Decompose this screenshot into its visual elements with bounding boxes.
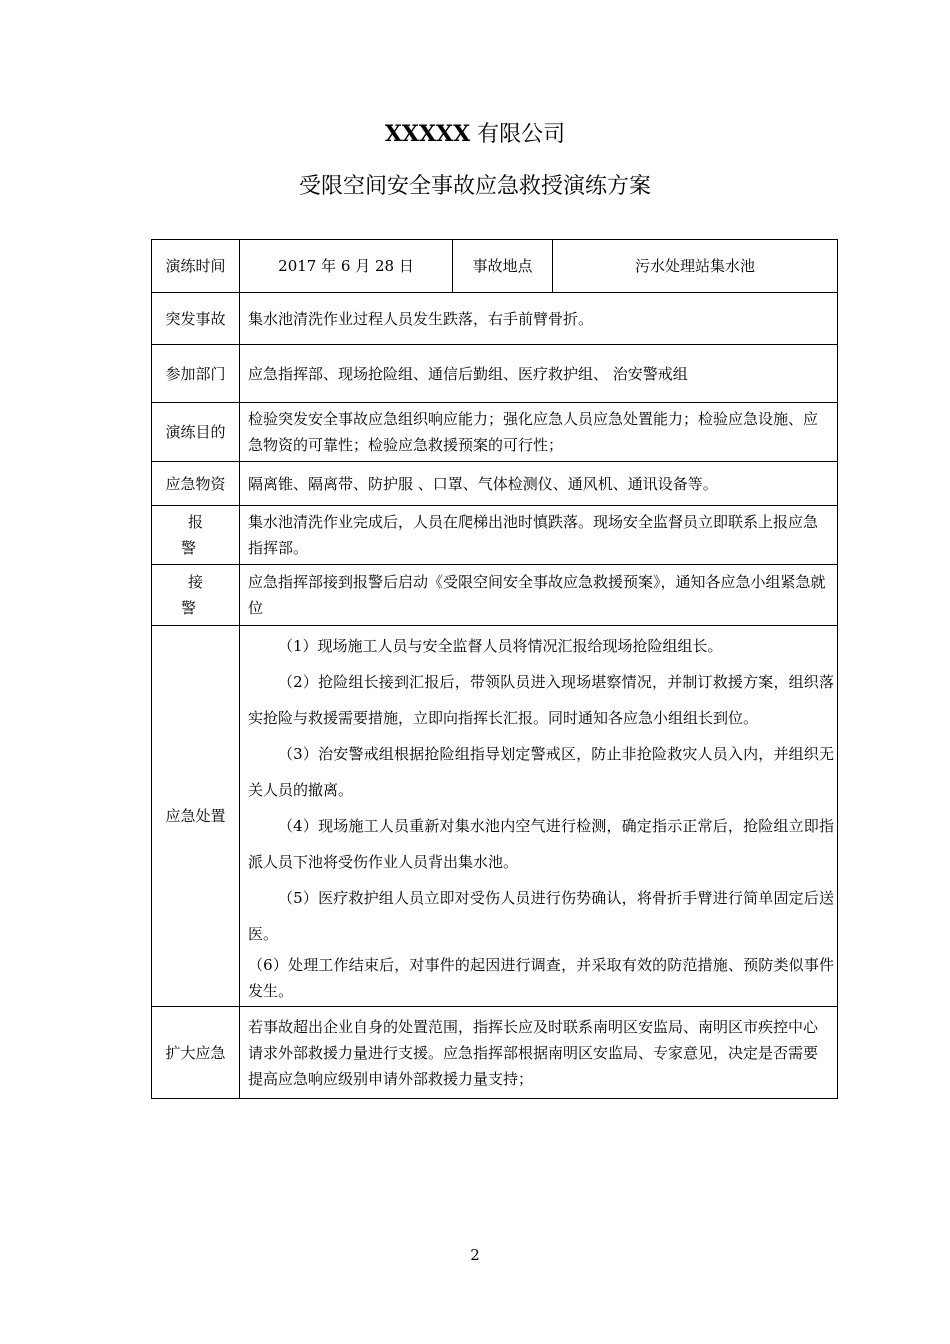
table-row-supplies [152, 462, 838, 506]
response-step-3: （3）治安警戒组根据抢险组指导划定警戒区，防止非抢险救灾人员入内，并组织无关人员的撤离。 [248, 745, 834, 799]
document-title: 受限空间安全事故应急救授演练方案 [298, 174, 651, 199]
label-accident-place: 事故地点 [453, 240, 553, 293]
value-drill-time: 2017 年 6 月 28 日 [240, 240, 453, 293]
company-name-rest: 有限公司 [477, 122, 566, 147]
table-row-receive [152, 565, 838, 626]
drill-plan-table [151, 239, 838, 1099]
page-number: 2 [470, 1246, 480, 1264]
table-row-time [152, 240, 838, 293]
value-purpose: 检验突发安全事故应急组织响应能力；强化应急人员应急处置能力；检验应急设施、应急物资的可靠性；检验应急救援预案的可行性； [240, 403, 838, 462]
table-row-response [152, 626, 838, 1007]
label-purpose: 演练目的 [152, 403, 240, 462]
table-row-expand [152, 1007, 838, 1099]
label-drill-time: 演练时间 [152, 240, 240, 293]
response-step-1: （1）现场施工人员与安全监督人员将情况汇报给现场抢险组组长。 [278, 637, 723, 655]
response-step-2: （2）抢险组长接到汇报后，带领队员进入现场堪察情况，并制订救援方案，组织落实抢险与救援需要措施，立即向指挥长汇报。同时通知各应急小组组长到位。 [248, 673, 834, 727]
table-row-departments [152, 345, 838, 403]
response-step-5: （5）医疗救护组人员立即对受伤人员进行伤势确认，将骨折手臂进行简单固定后送医。 [248, 889, 834, 943]
label-receive: 接警 [152, 565, 240, 626]
label-supplies: 应急物资 [152, 462, 240, 506]
value-departments: 应急指挥部、现场抢险组、通信后勤组、医疗救护组、 治安警戒组 [240, 345, 838, 403]
label-alarm: 报警 [152, 506, 240, 565]
company-title [0, 119, 950, 150]
value-alarm: 集水池清洗作业完成后，人员在爬梯出池时慎跌落。现场安全监督员立即联系上报应急指挥部。 [240, 506, 838, 565]
label-response: 应急处置 [152, 626, 240, 1007]
label-expand: 扩大应急 [152, 1007, 240, 1099]
value-supplies: 隔离锥、隔离带、防护服 、口罩、气体检测仪、通风机、通讯设备等。 [240, 462, 838, 506]
value-response [240, 626, 838, 1007]
response-step-6: （6）处理工作结束后，对事件的起因进行调查，并采取有效的防范措施、预防类似事件发生。 [248, 956, 834, 1000]
value-receive: 应急指挥部接到报警后启动《受限空间安全事故应急救援预案》，通知各应急小组紧急就位 [240, 565, 838, 626]
response-step-4: （4）现场施工人员重新对集水池内空气进行检测，确定指示正常后，抢险组立即指派人员下池将受伤作业人员背出集水池。 [248, 817, 834, 871]
value-expand: 若事故超出企业自身的处置范围，指挥长应及时联系南明区安监局、南明区市疾控中心请求外部救援力量进行支援。应急指挥部根据南明区安监局、专家意见，决定是否需要提高应急响应级别申请外部救援力量支持； [240, 1007, 838, 1099]
table-row-purpose [152, 403, 838, 462]
value-accident-place: 污水处理站集水池 [553, 240, 838, 293]
table-row-incident [152, 293, 838, 345]
company-name-bold: XXXXX [384, 121, 471, 147]
table-row-alarm [152, 506, 838, 565]
label-departments: 参加部门 [152, 345, 240, 403]
value-incident: 集水池清洗作业过程人员发生跌落，右手前臂骨折。 [240, 293, 838, 345]
label-incident: 突发事故 [152, 293, 240, 345]
